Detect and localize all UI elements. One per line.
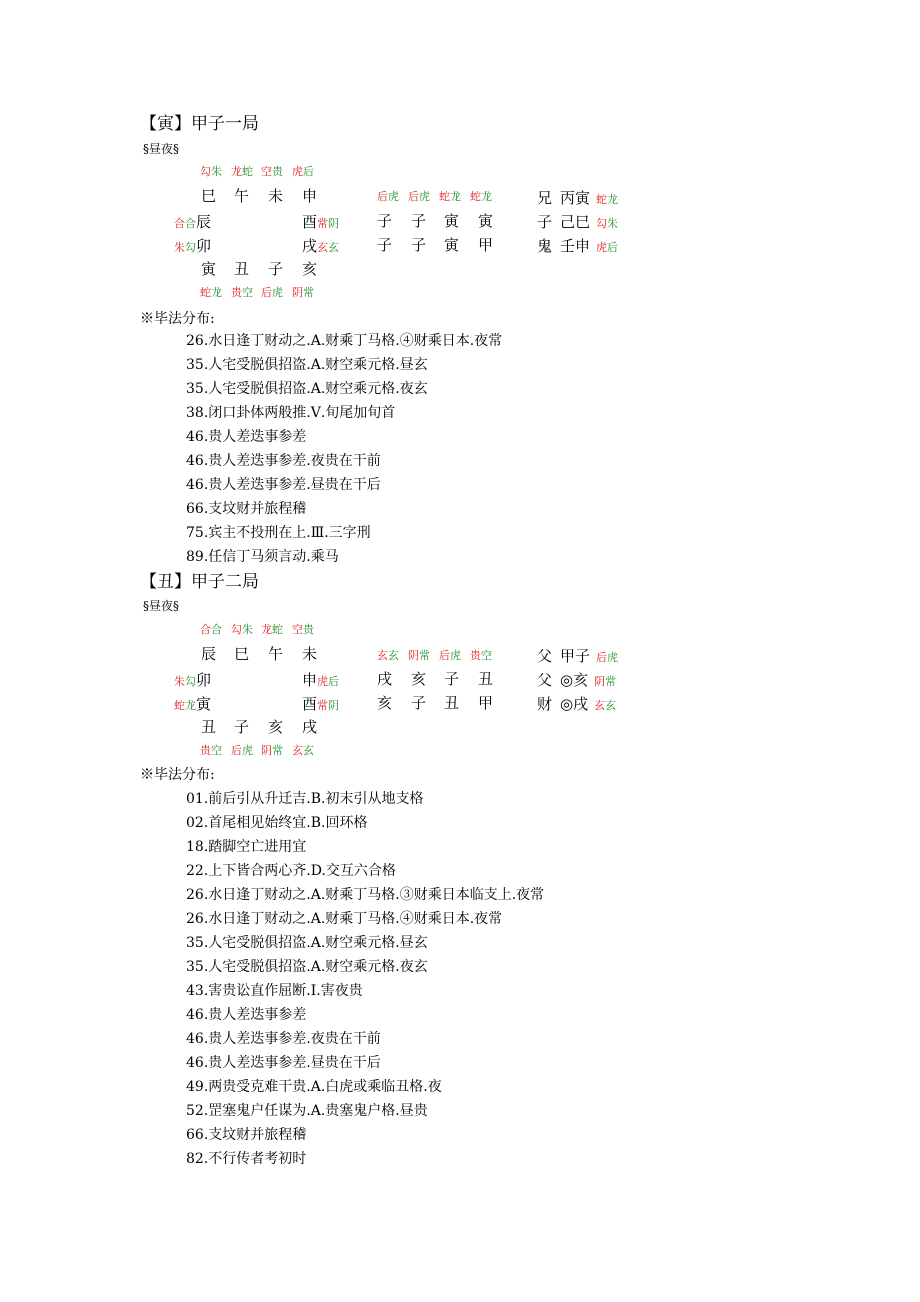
bottom-god-pair: 贵空 [231,286,253,299]
bottom-branch: 丑 [234,260,250,278]
bottom-god-pair: 贵空 [200,744,222,757]
ke-char: 甲 [478,236,494,254]
list-item: 22.上下皆合两心齐.D.交互六合格 [186,863,396,879]
bottom-branch: 丑 [201,718,217,736]
ke-god-pair: 蛇龙 [470,190,492,203]
right-row: 酉常阴 [302,213,340,231]
list-item: 01.前后引从升迁吉.B.初末引从地支格 [186,791,424,807]
ke-god-pair: 蛇龙 [439,190,461,203]
chuan-row: 父 ◎亥 阴常 [537,671,617,689]
bottom-branch: 子 [268,260,284,278]
section-title: 【寅】甲子一局 [140,114,259,134]
ke-char: 寅 [478,212,494,230]
list-item: 02.首尾相见始终宜.B.回环格 [186,815,368,831]
bottom-god-pair: 阴常 [292,286,314,299]
top-god-pair: 龙蛇 [261,623,283,636]
top-branch: 未 [302,645,318,663]
chuan-row: 兄 丙寅 蛇龙 [537,189,619,207]
top-god-pair: 勾朱 [231,623,253,636]
top-branch: 午 [234,187,250,205]
list-item: 35.人宅受脱俱招盗.A.财空乘元格.昼玄 [186,935,428,951]
bottom-god-pair: 后虎 [231,744,253,757]
ke-char: 子 [411,212,427,230]
top-god-pair: 龙蛇 [231,165,253,178]
ke-god-pair: 玄玄 [377,649,399,662]
section-subtitle: §昼夜§ [143,142,180,156]
top-branch: 巳 [234,645,250,663]
section-subtitle: §昼夜§ [143,599,180,613]
chuan-row: 财 ◎戌 玄玄 [537,695,617,713]
list-item: 26.水日逢丁财动之.A.财乘丁马格.③财乘日本临支上.夜常 [186,887,545,903]
ke-god-pair: 后虎 [408,190,430,203]
top-god-pair: 勾朱 [200,165,222,178]
top-branch: 辰 [201,645,217,663]
list-item: 35.人宅受脱俱招盗.A.财空乘元格.夜玄 [186,959,428,975]
ke-char: 子 [377,236,393,254]
chuan-row: 鬼 壬申 虎后 [537,237,619,255]
bottom-branch: 戌 [302,718,318,736]
list-item: 46.贵人差迭事参差 [186,1007,307,1023]
chuan-row: 父 甲子 后虎 [537,647,619,665]
list-item: 75.宾主不投刑在上.Ⅲ.三字刑 [186,525,371,541]
ke-char: 子 [377,212,393,230]
top-god-pair: 空贵 [292,623,314,636]
list-item: 35.人宅受脱俱招盗.A.财空乘元格.昼玄 [186,357,428,373]
top-god-pair: 空贵 [261,165,283,178]
ke-god-pair: 贵空 [470,649,492,662]
list-item: 38.闭口卦体两般推.Ⅴ.旬尾加旬首 [186,405,396,421]
list-item: 89.任信丁马须言动.乘马 [186,549,339,565]
ke-char: 子 [444,670,460,688]
list-item: 46.贵人差迭事参差.夜贵在干前 [186,453,381,469]
list-item: 82.不行传者考初时 [186,1151,307,1167]
top-branch: 巳 [201,187,217,205]
list-item: 43.害贵讼直作屈断.Ⅰ.害夜贵 [186,983,363,999]
list-item: 46.贵人差迭事参差.昼贵在干后 [186,1055,381,1071]
bifa-label: ※毕法分布: [140,311,215,327]
ke-char: 戌 [377,670,393,688]
left-row: 朱勾卯 [174,671,212,689]
ke-char: 寅 [444,212,460,230]
ke-god-pair: 后虎 [377,190,399,203]
ke-char: 丑 [478,670,494,688]
right-row: 戌玄玄 [302,237,340,255]
right-row: 申虎后 [302,671,340,689]
bottom-branch: 子 [234,718,250,736]
list-item: 46.贵人差迭事参差 [186,429,307,445]
left-row: 朱勾卯 [174,237,212,255]
top-god-pair: 虎后 [292,165,314,178]
ke-god-pair: 后虎 [439,649,461,662]
bottom-branch: 寅 [201,260,217,278]
bottom-god-pair: 蛇龙 [200,286,222,299]
list-item: 35.人宅受脱俱招盗.A.财空乘元格.夜玄 [186,381,428,397]
list-item: 49.两贵受克难干贵.A.白虎或乘临丑格.夜 [186,1079,442,1095]
ke-char: 甲 [478,694,494,712]
ke-char: 亥 [377,694,393,712]
left-row: 蛇龙寅 [174,695,212,713]
ke-god-pair: 阴常 [408,649,430,662]
list-item: 46.贵人差迭事参差.夜贵在干前 [186,1031,381,1047]
top-god-pair: 合合 [200,623,222,636]
list-item: 26.水日逢丁财动之.A.财乘丁马格.④财乘日本.夜常 [186,333,503,349]
left-row: 合合辰 [174,213,212,231]
bottom-god-pair: 玄玄 [292,744,314,757]
ke-char: 子 [411,236,427,254]
ke-char: 亥 [411,670,427,688]
chuan-row: 子 己巳 勾朱 [537,213,619,231]
list-item: 26.水日逢丁财动之.A.财乘丁马格.④财乘日本.夜常 [186,911,503,927]
bottom-god-pair: 阴常 [261,744,283,757]
top-branch: 午 [268,645,284,663]
list-item: 66.支坟财并旅程稽 [186,501,307,517]
bottom-branch: 亥 [268,718,284,736]
ke-char: 丑 [444,694,460,712]
top-branch: 未 [268,187,284,205]
list-item: 46.贵人差迭事参差.昼贵在干后 [186,477,381,493]
top-branch: 申 [302,187,318,205]
right-row: 酉常阴 [302,695,340,713]
ke-char: 子 [411,694,427,712]
ke-char: 寅 [444,236,460,254]
list-item: 52.罡塞鬼户任谋为.A.贵塞鬼户格.昼贵 [186,1103,428,1119]
bottom-god-pair: 后虎 [261,286,283,299]
list-item: 18.踏脚空亡进用宜 [186,839,307,855]
bottom-branch: 亥 [302,260,318,278]
list-item: 66.支坟财并旅程稽 [186,1127,307,1143]
section-title: 【丑】甲子二局 [140,572,259,592]
bifa-label: ※毕法分布: [140,767,215,783]
